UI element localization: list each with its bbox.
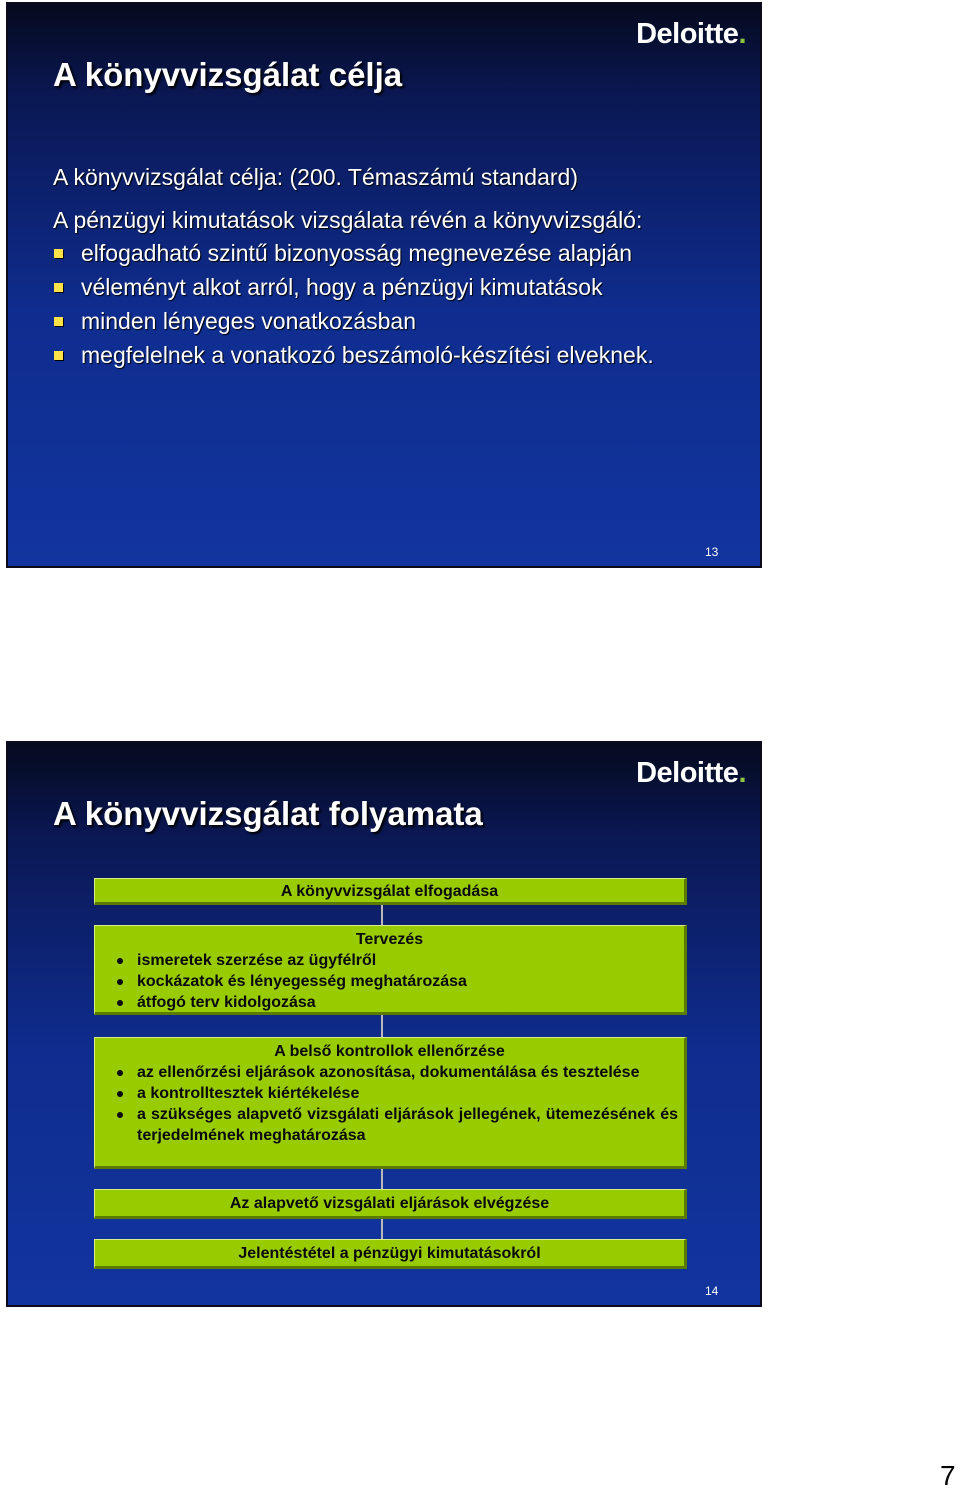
step-heading: Tervezés [355,931,424,948]
step-heading: Az alapvető vizsgálati eljárások elvégzése [229,1195,550,1212]
step-heading: A könyvvizsgálat elfogadása [280,883,499,900]
connector-line [381,1167,383,1191]
bullet-item [53,240,733,267]
step-item: a kontrolltesztek kiértékelése [137,1083,678,1104]
slide-purpose [6,2,762,568]
step-item: a szükséges alapvető vizsgálati eljárások jellegének, ütemezésének és terjedelmének meghatározása [137,1106,678,1144]
step-heading: Jelentéstétel a pénzügyi kimutatásokról [238,1245,541,1262]
bullet-text: elfogadható szintű bizonyosság megnevezése alapján [81,240,633,266]
intro-text: A könyvvizsgálat célja: (200. Témaszámú standard) [53,164,578,190]
logo-word: Deloitte [636,757,739,789]
logo-word: Deloitte [636,18,739,50]
step-box [94,1189,687,1219]
bullet-text: véleményt alkot arról, hogy a pénzügyi kimutatások [81,274,603,300]
step-heading: A belső kontrollok ellenőrzése [274,1043,505,1060]
deloitte-logo [636,18,746,51]
slide-process [6,741,762,1307]
square-bullet-icon [54,351,63,360]
document-page-number: 7 [940,1460,956,1491]
slide-title: A könyvvizsgálat célja [53,56,403,93]
square-bullet-icon [54,317,63,326]
connector-line [381,1013,383,1037]
square-bullet-icon [54,283,63,292]
slide-title: A könyvvizsgálat folyamata [53,795,483,832]
bullet-item [53,342,733,369]
step-box [94,925,687,1015]
square-bullet-icon [54,249,63,258]
step-list [101,950,678,1013]
bullet-text: megfelelnek a vonatkozó beszámoló-készítési elveknek. [81,342,654,368]
bullet-list [53,240,733,369]
lead-text: A pénzügyi kimutatások vizsgálata révén a könyvvizsgáló: [53,207,643,233]
bullet-item [53,308,733,335]
step-item: kockázatok és lényegesség meghatározása [137,971,678,992]
process-flow [8,743,762,1307]
bullet-item [53,274,733,301]
connector-line [381,1217,383,1241]
step-item: az ellenőrzési eljárások azonosítása, dokumentálása és tesztelése [137,1062,678,1083]
step-item: átfogó terv kidolgozása [137,992,678,1013]
slide-page-number: 14 [705,1284,719,1298]
logo-dot: . [738,18,746,50]
step-box [94,1037,687,1169]
bullet-text: minden lényeges vonatkozásban [81,308,417,334]
step-box [94,878,687,905]
slide-page-number: 13 [705,545,719,559]
step-list [101,1062,678,1146]
step-item: ismeretek szerzése az ügyfélről [137,950,678,971]
logo-dot: . [738,757,746,789]
slide-body [53,164,733,376]
connector-line [381,903,383,927]
step-box [94,1239,687,1269]
